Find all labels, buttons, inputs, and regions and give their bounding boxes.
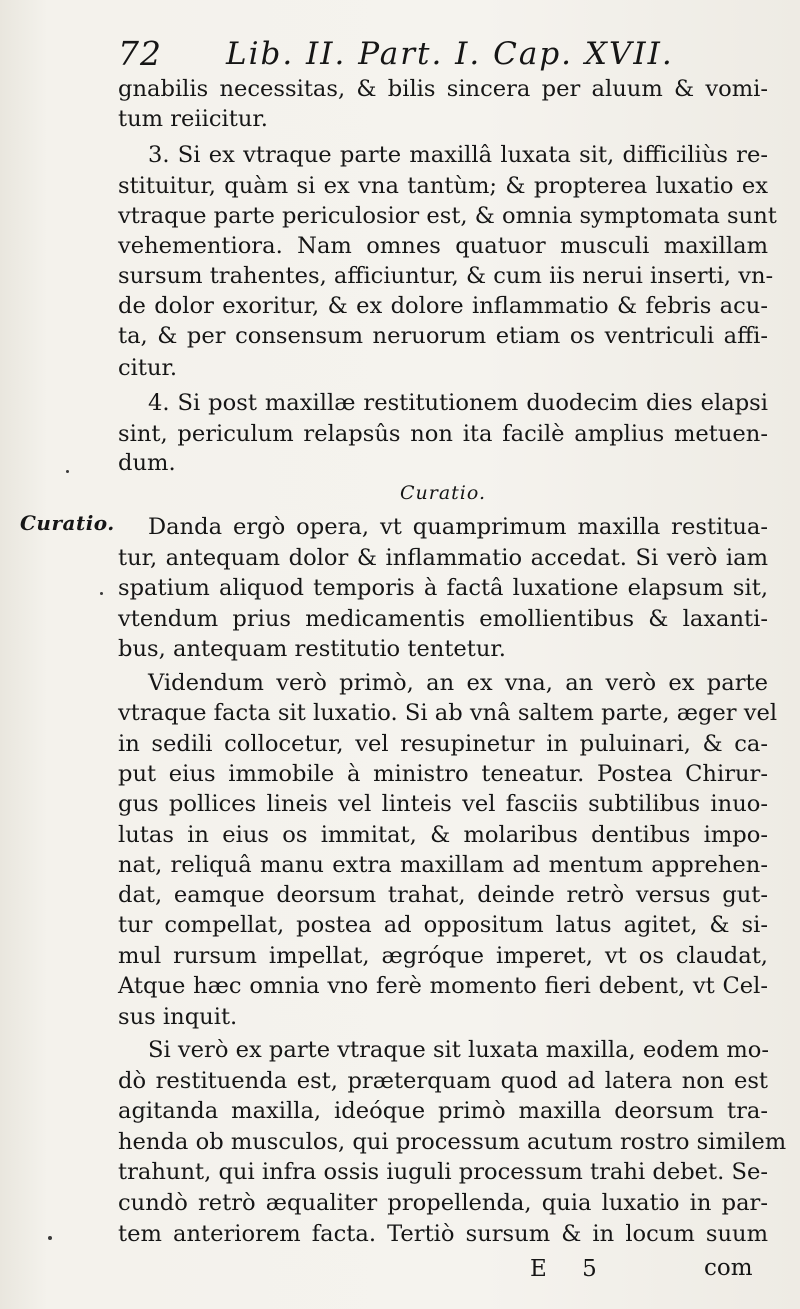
text-line: mul rursum impellat, ægróque imperet, vt os claudat,	[118, 943, 768, 969]
text-line: stituitur, quàm si ex vna tantùm; & propterea luxatio ex	[118, 173, 768, 199]
text-line: Atque hæc omnia vno ferè momento fieri debent, vt Cel-	[118, 973, 768, 999]
ink-speck	[66, 470, 69, 473]
text-line: henda ob musculos, qui processum acutum rostro similem	[118, 1129, 787, 1155]
text-line: sus inquit.	[118, 1004, 238, 1030]
catchword: com	[704, 1255, 753, 1281]
text-line: Si verò ex parte vtraque sit luxata maxilla, eodem mo-	[148, 1037, 769, 1063]
text-line: lutas in eius os immitat, & molaribus dentibus impo-	[118, 822, 768, 848]
text-line: in sedili collocetur, vel resupinetur in puluinari, & ca-	[118, 731, 768, 757]
text-line: gnabilis necessitas, & bilis sincera per aluum & vomi-	[118, 76, 768, 102]
text-line: Danda ergò opera, vt quamprimum maxilla restitua-	[148, 514, 768, 540]
ink-speck	[100, 592, 103, 595]
text-line: dò restituenda est, præterquam quod ad latera non est	[118, 1068, 768, 1094]
text-line: nat, reliquâ manu extra maxillam ad mentum apprehen-	[118, 852, 768, 878]
text-line: tur, antequam dolor & inflammatio accedat. Si verò iam	[118, 545, 768, 571]
text-line: agitanda maxilla, ideóque primò maxilla deorsum tra-	[118, 1098, 768, 1124]
text-line: 4. Si post maxillæ restitutionem duodecim dies elapsi	[148, 390, 768, 416]
text-line: vtendum prius medicamentis emollientibus & laxanti-	[118, 606, 768, 632]
signature-mark: E 5	[530, 1256, 611, 1282]
running-head: Lib. II. Part. I. Cap. XVII.	[226, 36, 674, 72]
text-line: cundò retrò æqualiter propellenda, quia luxatio in par-	[118, 1190, 768, 1216]
text-line: sint, periculum relapsûs non ita facilè amplius metuen-	[118, 421, 768, 447]
ink-speck	[48, 1236, 52, 1240]
text-line: sursum trahentes, afficiuntur, & cum iis nerui inserti, vn-	[118, 263, 774, 289]
page-number: 72	[118, 34, 162, 73]
text-line: tur compellat, postea ad oppositum latus agitet, & si-	[118, 912, 768, 938]
text-line: tum reiicitur.	[118, 106, 268, 132]
text-line: gus pollices lineis vel linteis vel fasciis subtilibus inuo-	[118, 791, 768, 817]
page-header	[118, 34, 758, 78]
text-line: vtraque parte periculosior est, & omnia symptomata sunt	[118, 203, 777, 229]
section-heading: Curatio.	[399, 482, 487, 504]
text-line: tem anteriorem facta. Tertiò sursum & in locum suum	[118, 1221, 768, 1247]
text-line: vehementiora. Nam omnes quatuor musculi maxillam	[118, 233, 768, 259]
text-line: citur.	[118, 355, 178, 381]
text-line: Videndum verò primò, an ex vna, an verò ex parte	[148, 670, 768, 696]
margin-note: Curatio.	[20, 511, 115, 535]
text-line: de dolor exoritur, & ex dolore inflammatio & febris acu-	[118, 293, 768, 319]
text-line: dum.	[118, 450, 176, 476]
text-line: spatium aliquod temporis à factâ luxatione elapsum sit,	[118, 575, 768, 601]
text-line: dat, eamque deorsum trahat, deinde retrò versus gut-	[118, 882, 768, 908]
text-line: put eius immobile à ministro teneatur. Postea Chirur-	[118, 761, 768, 787]
text-line: 3. Si ex vtraque parte maxillâ luxata sit, difficiliùs re-	[148, 142, 768, 168]
text-line: vtraque facta sit luxatio. Si ab vnâ saltem parte, æger vel	[118, 700, 778, 726]
text-line: trahunt, qui infra ossis iuguli processum trahi debet. Se-	[118, 1159, 768, 1185]
text-line: bus, antequam restitutio tentetur.	[118, 636, 506, 662]
text-line: ta, & per consensum neruorum etiam os ventriculi affi-	[118, 323, 768, 349]
